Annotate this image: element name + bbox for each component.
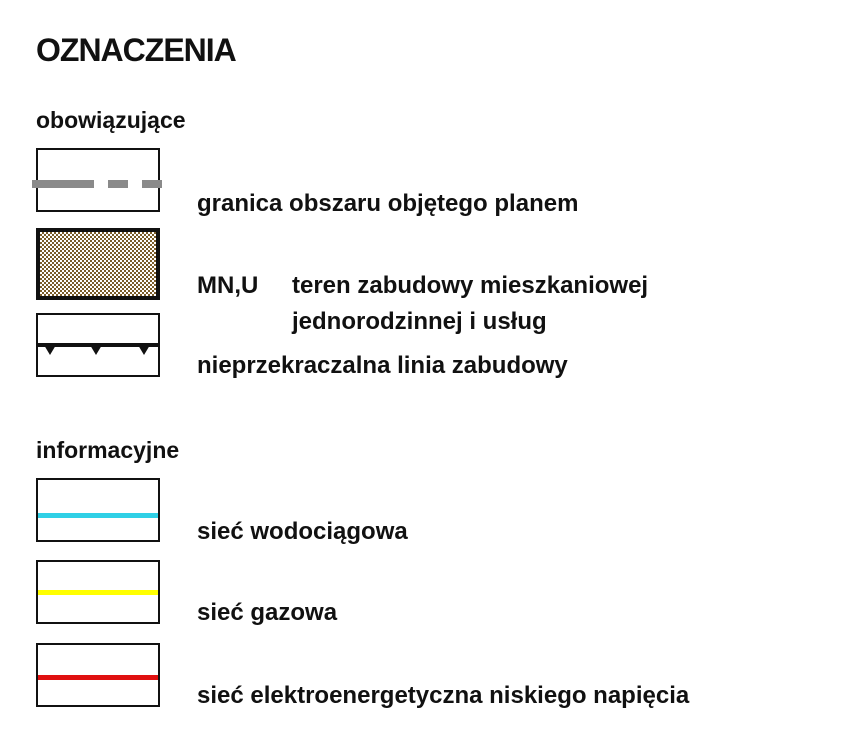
building-line-swatch [36,313,160,377]
power-line-icon [38,675,158,680]
gas-label: sieć gazowa [197,599,338,626]
zone-label-line1: teren zabudowy mieszkaniowej [292,272,649,299]
zone-label-line2: jednorodzinnej i usług [292,308,547,335]
water-label: sieć wodociągowa [197,518,408,545]
legend-title: OZNACZENIA [36,32,236,68]
gas-swatch [36,560,160,624]
boundary-swatch [36,148,160,212]
water-line-icon [38,513,158,518]
dashed-boundary-icon [32,148,172,212]
power-swatch [36,643,160,707]
section-heading-informational: informacyjne [36,437,180,463]
power-label: sieć elektroenergetyczna niskiego napięcia [197,682,690,709]
gas-line-icon [38,590,158,595]
water-swatch [36,478,160,542]
boundary-label: granica obszaru objętego planem [197,190,579,217]
building-line-icon [38,315,158,375]
building-line-label: nieprzekraczalna linia zabudowy [197,352,568,379]
zone-swatch [36,228,160,300]
section-heading-binding: obowiązujące [36,107,186,133]
zone-code: MN,U [197,272,259,299]
